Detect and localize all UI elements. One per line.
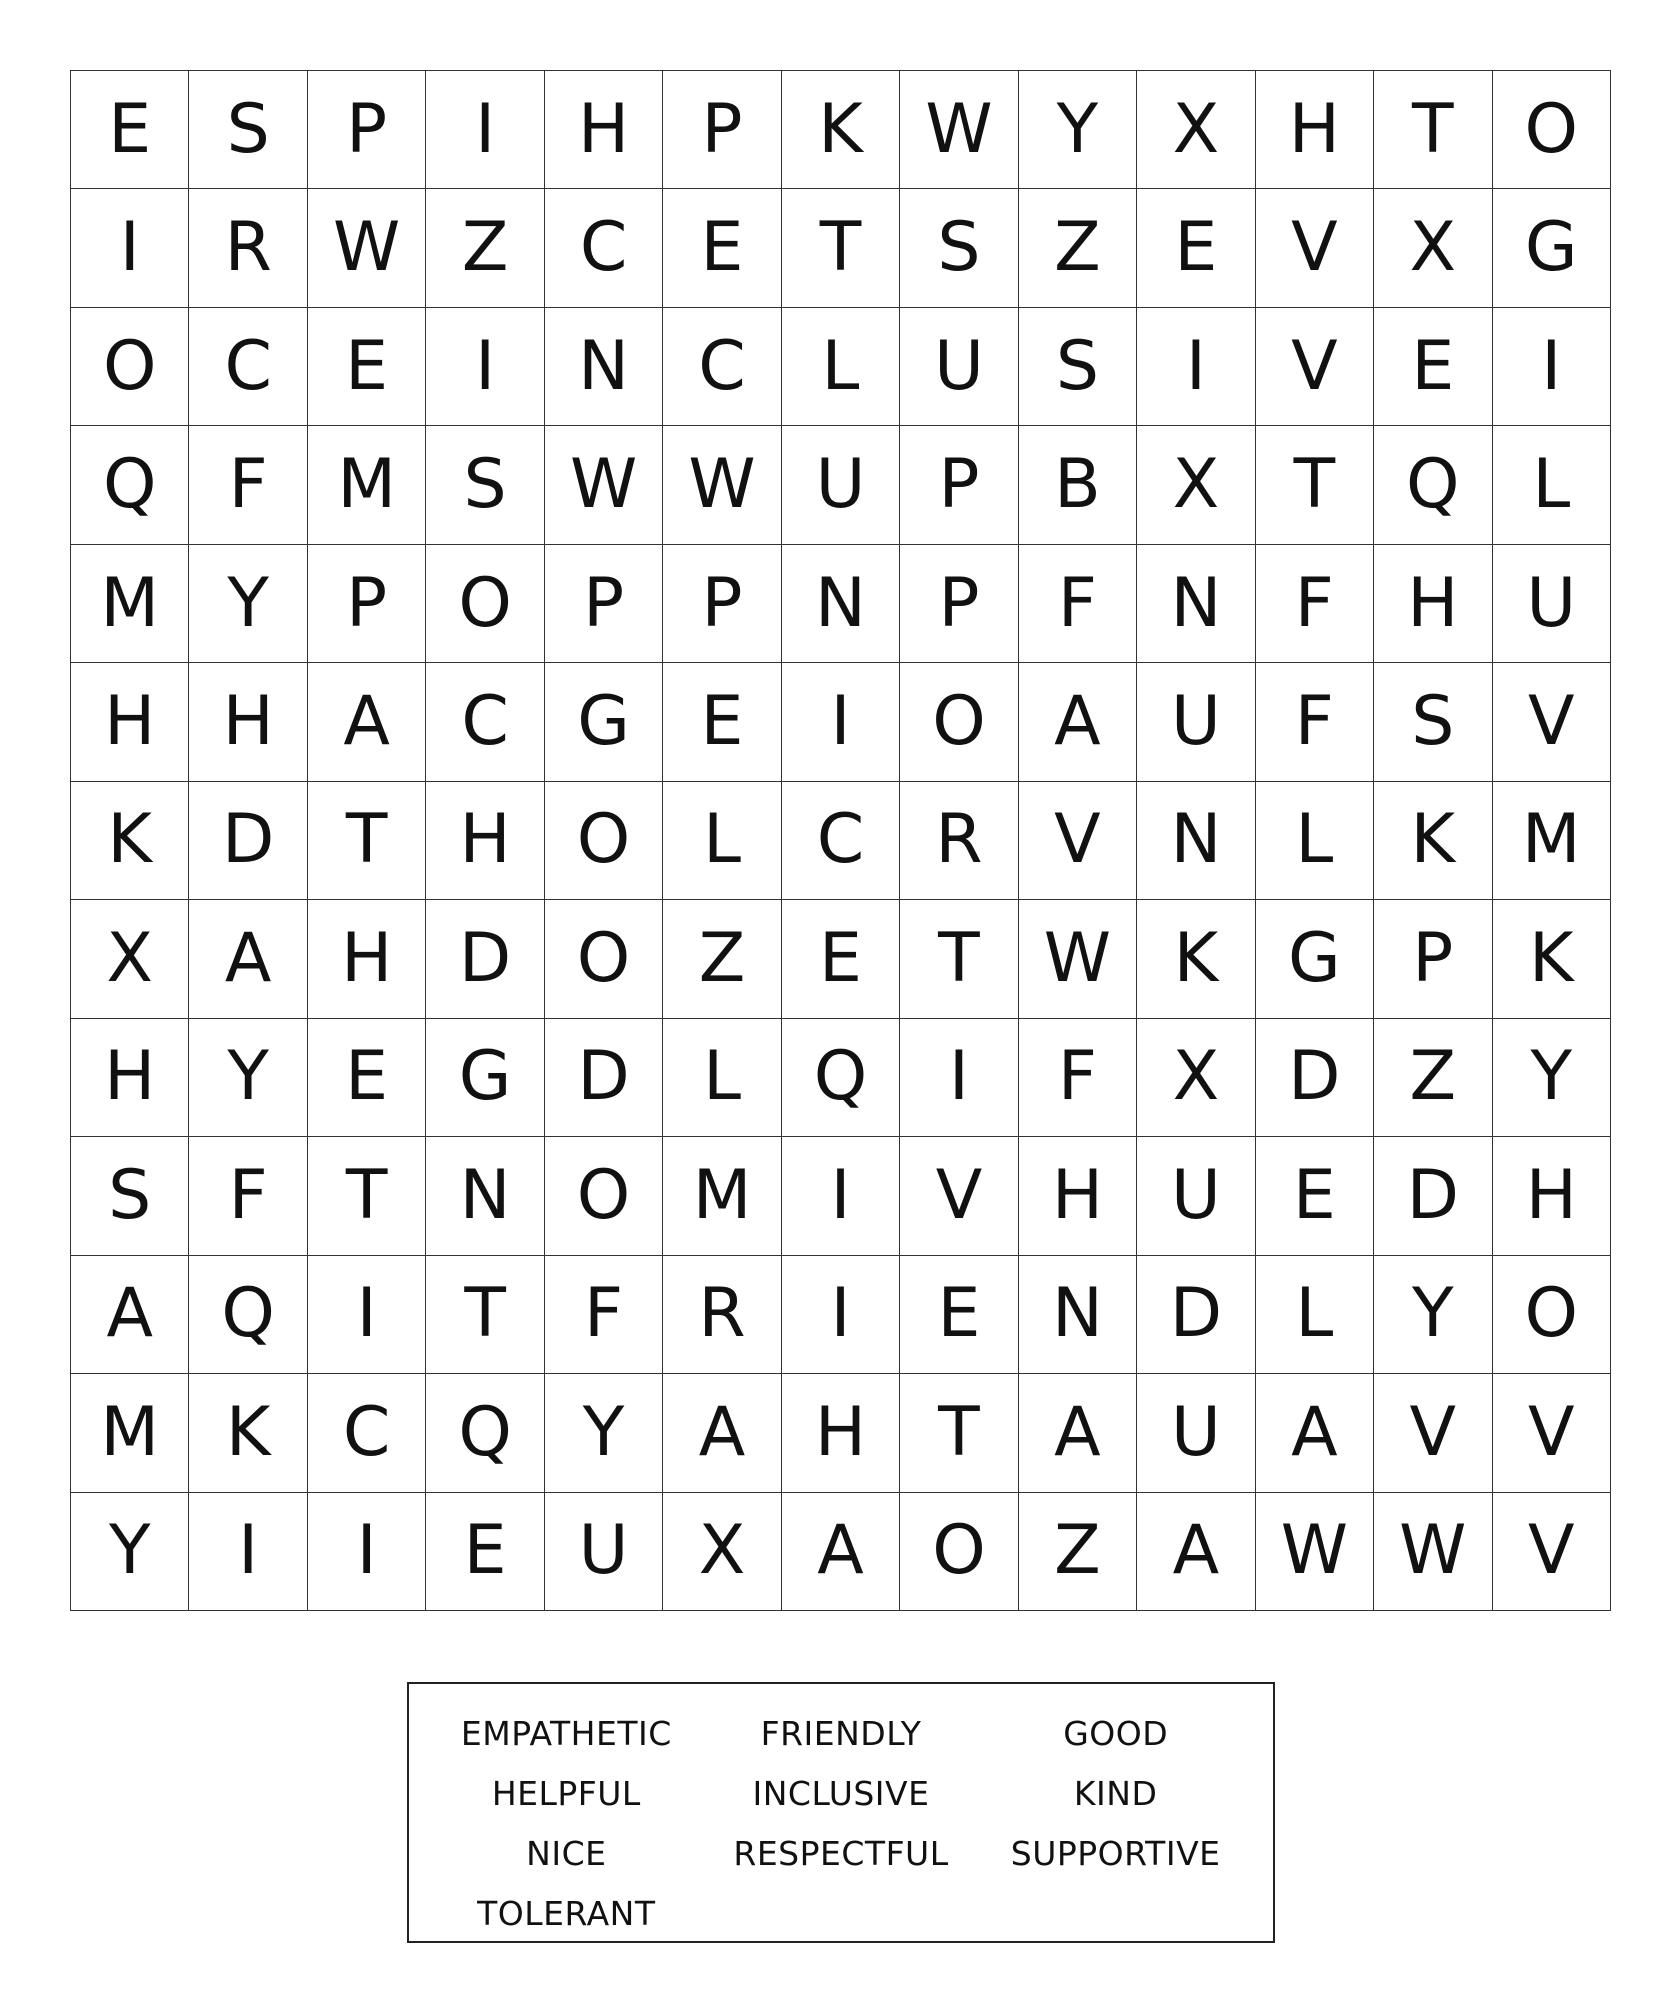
grid-cell[interactable]: C	[663, 308, 781, 426]
grid-cell[interactable]: T	[782, 189, 900, 307]
grid-cell[interactable]: M	[71, 545, 189, 663]
grid-cell[interactable]: V	[1493, 663, 1611, 781]
word-bank-item: SUPPORTIVE	[1010, 1834, 1221, 1873]
grid-cell[interactable]: F	[189, 426, 307, 544]
grid-cell[interactable]: U	[1493, 545, 1611, 663]
grid-cell[interactable]: V	[1256, 308, 1374, 426]
grid-cell[interactable]: S	[1374, 663, 1492, 781]
grid-cell[interactable]: V	[900, 1137, 1018, 1255]
grid-cell[interactable]: W	[545, 426, 663, 544]
grid-cell[interactable]: A	[782, 1493, 900, 1611]
grid-cell[interactable]: I	[308, 1493, 426, 1611]
grid-cell[interactable]: Y	[545, 1374, 663, 1492]
grid-cell[interactable]: F	[1019, 1019, 1137, 1137]
grid-cell[interactable]: D	[545, 1019, 663, 1137]
grid-cell[interactable]: F	[545, 1256, 663, 1374]
grid-cell[interactable]: X	[1137, 426, 1255, 544]
grid-cell[interactable]: E	[900, 1256, 1018, 1374]
grid-cell[interactable]: F	[1256, 545, 1374, 663]
grid-cell[interactable]: W	[1374, 1493, 1492, 1611]
grid-cell[interactable]: K	[1137, 900, 1255, 1018]
grid-cell[interactable]: V	[1019, 782, 1137, 900]
grid-cell[interactable]: H	[426, 782, 544, 900]
word-bank-item: RESPECTFUL	[733, 1834, 949, 1873]
grid-cell[interactable]: X	[1137, 71, 1255, 189]
grid-cell[interactable]: T	[900, 900, 1018, 1018]
grid-cell[interactable]: Y	[189, 1019, 307, 1137]
grid-cell[interactable]: A	[308, 663, 426, 781]
grid-cell[interactable]: L	[663, 782, 781, 900]
grid-cell[interactable]: X	[1374, 189, 1492, 307]
word-bank-item: EMPATHETIC	[460, 1714, 672, 1753]
grid-cell[interactable]: K	[782, 71, 900, 189]
grid-cell[interactable]: I	[782, 1256, 900, 1374]
grid-cell[interactable]: D	[1137, 1256, 1255, 1374]
grid-cell[interactable]: G	[1256, 900, 1374, 1018]
word-bank-item: KIND	[1073, 1774, 1158, 1813]
grid-cell[interactable]: O	[545, 782, 663, 900]
word-bank-item: NICE	[526, 1834, 607, 1873]
grid-cell[interactable]: N	[1137, 545, 1255, 663]
grid-cell[interactable]: Z	[426, 189, 544, 307]
grid-cell[interactable]: T	[426, 1256, 544, 1374]
grid-cell[interactable]: M	[71, 1374, 189, 1492]
grid-cell[interactable]: W	[1256, 1493, 1374, 1611]
grid-cell[interactable]: H	[71, 1019, 189, 1137]
grid-cell[interactable]: H	[1256, 71, 1374, 189]
grid-cell[interactable]: H	[782, 1374, 900, 1492]
grid-cell[interactable]: F	[1019, 545, 1137, 663]
grid-cell[interactable]: O	[1493, 71, 1611, 189]
grid-cell[interactable]: H	[545, 71, 663, 189]
grid-cell[interactable]: H	[1374, 545, 1492, 663]
grid-cell[interactable]: O	[1493, 1256, 1611, 1374]
grid-cell[interactable]: E	[782, 900, 900, 1018]
grid-cell[interactable]: T	[308, 1137, 426, 1255]
grid-cell[interactable]: H	[1019, 1137, 1137, 1255]
grid-cell[interactable]: D	[426, 900, 544, 1018]
word-bank-item: GOOD	[1063, 1714, 1169, 1753]
grid-cell[interactable]: K	[1493, 900, 1611, 1018]
grid-cell[interactable]: P	[663, 545, 781, 663]
grid-cell[interactable]: P	[663, 71, 781, 189]
grid-cell[interactable]: L	[1256, 782, 1374, 900]
grid-cell[interactable]: W	[308, 189, 426, 307]
grid-cell[interactable]: V	[1493, 1374, 1611, 1492]
grid-cell[interactable]: E	[663, 663, 781, 781]
grid-cell[interactable]: Y	[1019, 71, 1137, 189]
grid-cell[interactable]: A	[189, 900, 307, 1018]
grid-cell[interactable]: F	[189, 1137, 307, 1255]
grid-cell[interactable]: Z	[1374, 1019, 1492, 1137]
grid-cell[interactable]: M	[308, 426, 426, 544]
grid-cell[interactable]: U	[545, 1493, 663, 1611]
word-bank	[407, 1682, 1275, 1943]
grid-cell[interactable]: E	[308, 308, 426, 426]
grid-cell[interactable]: S	[189, 71, 307, 189]
grid-cell[interactable]: C	[426, 663, 544, 781]
grid-cell[interactable]: X	[663, 1493, 781, 1611]
grid-cell[interactable]: B	[1019, 426, 1137, 544]
grid-cell[interactable]: O	[900, 1493, 1018, 1611]
grid-cell[interactable]: I	[426, 71, 544, 189]
grid-cell[interactable]: P	[308, 545, 426, 663]
grid-cell[interactable]: L	[1256, 1256, 1374, 1374]
grid-cell[interactable]: A	[1019, 1374, 1137, 1492]
grid-cell[interactable]: L	[1493, 426, 1611, 544]
grid-cell[interactable]: L	[663, 1019, 781, 1137]
grid-cell[interactable]: Q	[189, 1256, 307, 1374]
grid-cell[interactable]: K	[1374, 782, 1492, 900]
grid-cell[interactable]: S	[900, 189, 1018, 307]
grid-cell[interactable]: A	[71, 1256, 189, 1374]
grid-cell[interactable]: V	[1256, 189, 1374, 307]
grid-cell[interactable]: Q	[71, 426, 189, 544]
grid-cell[interactable]: G	[1493, 189, 1611, 307]
word-bank-item: TOLERANT	[477, 1894, 656, 1933]
grid-cell[interactable]: R	[663, 1256, 781, 1374]
grid-cell[interactable]: O	[426, 545, 544, 663]
grid-cell[interactable]: P	[545, 545, 663, 663]
grid-cell[interactable]: O	[545, 1137, 663, 1255]
grid-cell[interactable]: C	[782, 782, 900, 900]
grid-cell[interactable]: H	[71, 663, 189, 781]
grid-cell[interactable]: Q	[782, 1019, 900, 1137]
grid-cell[interactable]: F	[1256, 663, 1374, 781]
grid-cell[interactable]: N	[782, 545, 900, 663]
grid-cell[interactable]: T	[1256, 426, 1374, 544]
grid-cell[interactable]: L	[782, 308, 900, 426]
grid-cell[interactable]: D	[1256, 1019, 1374, 1137]
grid-cell[interactable]: H	[189, 663, 307, 781]
grid-cell[interactable]: A	[1137, 1493, 1255, 1611]
grid-cell[interactable]: N	[1137, 782, 1255, 900]
grid-cell[interactable]: G	[545, 663, 663, 781]
grid-cell[interactable]: D	[1374, 1137, 1492, 1255]
grid-cell[interactable]: C	[308, 1374, 426, 1492]
grid-cell[interactable]: I	[1493, 308, 1611, 426]
grid-cell[interactable]: U	[782, 426, 900, 544]
grid-cell[interactable]: I	[308, 1256, 426, 1374]
grid-cell[interactable]: W	[1019, 900, 1137, 1018]
grid-cell[interactable]: E	[426, 1493, 544, 1611]
grid-cell[interactable]: K	[189, 1374, 307, 1492]
grid-cell[interactable]: O	[545, 900, 663, 1018]
grid-cell[interactable]: N	[426, 1137, 544, 1255]
grid-cell[interactable]: E	[1137, 189, 1255, 307]
grid-cell[interactable]: V	[1374, 1374, 1492, 1492]
grid-cell[interactable]: Q	[1374, 426, 1492, 544]
word-bank-item: HELPFUL	[491, 1774, 641, 1813]
grid-cell[interactable]: I	[782, 663, 900, 781]
grid-cell[interactable]: Z	[663, 900, 781, 1018]
grid-cell[interactable]: P	[900, 545, 1018, 663]
grid-cell[interactable]: S	[1019, 308, 1137, 426]
grid-cell[interactable]: P	[900, 426, 1018, 544]
grid-cell[interactable]: K	[71, 782, 189, 900]
grid-cell[interactable]: I	[189, 1493, 307, 1611]
grid-cell[interactable]: Q	[426, 1374, 544, 1492]
grid-cell[interactable]: X	[71, 900, 189, 1018]
grid-cell[interactable]: U	[900, 308, 1018, 426]
grid-cell[interactable]: H	[308, 900, 426, 1018]
grid-cell[interactable]: W	[900, 71, 1018, 189]
grid-cell[interactable]: S	[426, 426, 544, 544]
grid-cell[interactable]: G	[426, 1019, 544, 1137]
grid-cell[interactable]: U	[1137, 1374, 1255, 1492]
grid-cell[interactable]: H	[1493, 1137, 1611, 1255]
grid-cell[interactable]: R	[900, 782, 1018, 900]
grid-cell[interactable]: T	[308, 782, 426, 900]
grid-cell[interactable]: Z	[1019, 1493, 1137, 1611]
grid-cell[interactable]: N	[1019, 1256, 1137, 1374]
grid-cell[interactable]: I	[1137, 308, 1255, 426]
grid-cell[interactable]: E	[1256, 1137, 1374, 1255]
grid-cell[interactable]: I	[782, 1137, 900, 1255]
grid-cell[interactable]: U	[1137, 663, 1255, 781]
grid-cell[interactable]: E	[71, 71, 189, 189]
grid-cell[interactable]: I	[71, 189, 189, 307]
grid-cell[interactable]: U	[1137, 1137, 1255, 1255]
grid-cell[interactable]: P	[308, 71, 426, 189]
grid-cell[interactable]: E	[1374, 308, 1492, 426]
grid-cell[interactable]: A	[663, 1374, 781, 1492]
grid-cell[interactable]: X	[1137, 1019, 1255, 1137]
grid-cell[interactable]: Y	[1374, 1256, 1492, 1374]
grid-cell[interactable]: O	[900, 663, 1018, 781]
word-bank-item: INCLUSIVE	[752, 1774, 930, 1813]
grid-cell[interactable]: P	[1374, 900, 1492, 1018]
grid-cell[interactable]: E	[663, 189, 781, 307]
grid-cell[interactable]: C	[189, 308, 307, 426]
grid-cell[interactable]: A	[1256, 1374, 1374, 1492]
grid-cell[interactable]: S	[71, 1137, 189, 1255]
grid-cell[interactable]: A	[1019, 663, 1137, 781]
grid-cell[interactable]: Y	[189, 545, 307, 663]
grid-cell[interactable]: Y	[71, 1493, 189, 1611]
letter-grid	[70, 70, 1611, 1611]
grid-cell[interactable]: T	[1374, 71, 1492, 189]
grid-cell[interactable]: N	[545, 308, 663, 426]
grid-cell[interactable]: C	[545, 189, 663, 307]
grid-cell[interactable]: T	[900, 1374, 1018, 1492]
grid-cell[interactable]: Z	[1019, 189, 1137, 307]
grid-cell[interactable]: I	[426, 308, 544, 426]
grid-cell[interactable]: Y	[1493, 1019, 1611, 1137]
grid-cell[interactable]: V	[1493, 1493, 1611, 1611]
grid-cell[interactable]: M	[663, 1137, 781, 1255]
grid-cell[interactable]: E	[308, 1019, 426, 1137]
word-bank-item: FRIENDLY	[760, 1714, 922, 1753]
grid-cell[interactable]: D	[189, 782, 307, 900]
grid-cell[interactable]: M	[1493, 782, 1611, 900]
grid-cell[interactable]: I	[900, 1019, 1018, 1137]
grid-cell[interactable]: W	[663, 426, 781, 544]
grid-cell[interactable]: O	[71, 308, 189, 426]
grid-cell[interactable]: R	[189, 189, 307, 307]
